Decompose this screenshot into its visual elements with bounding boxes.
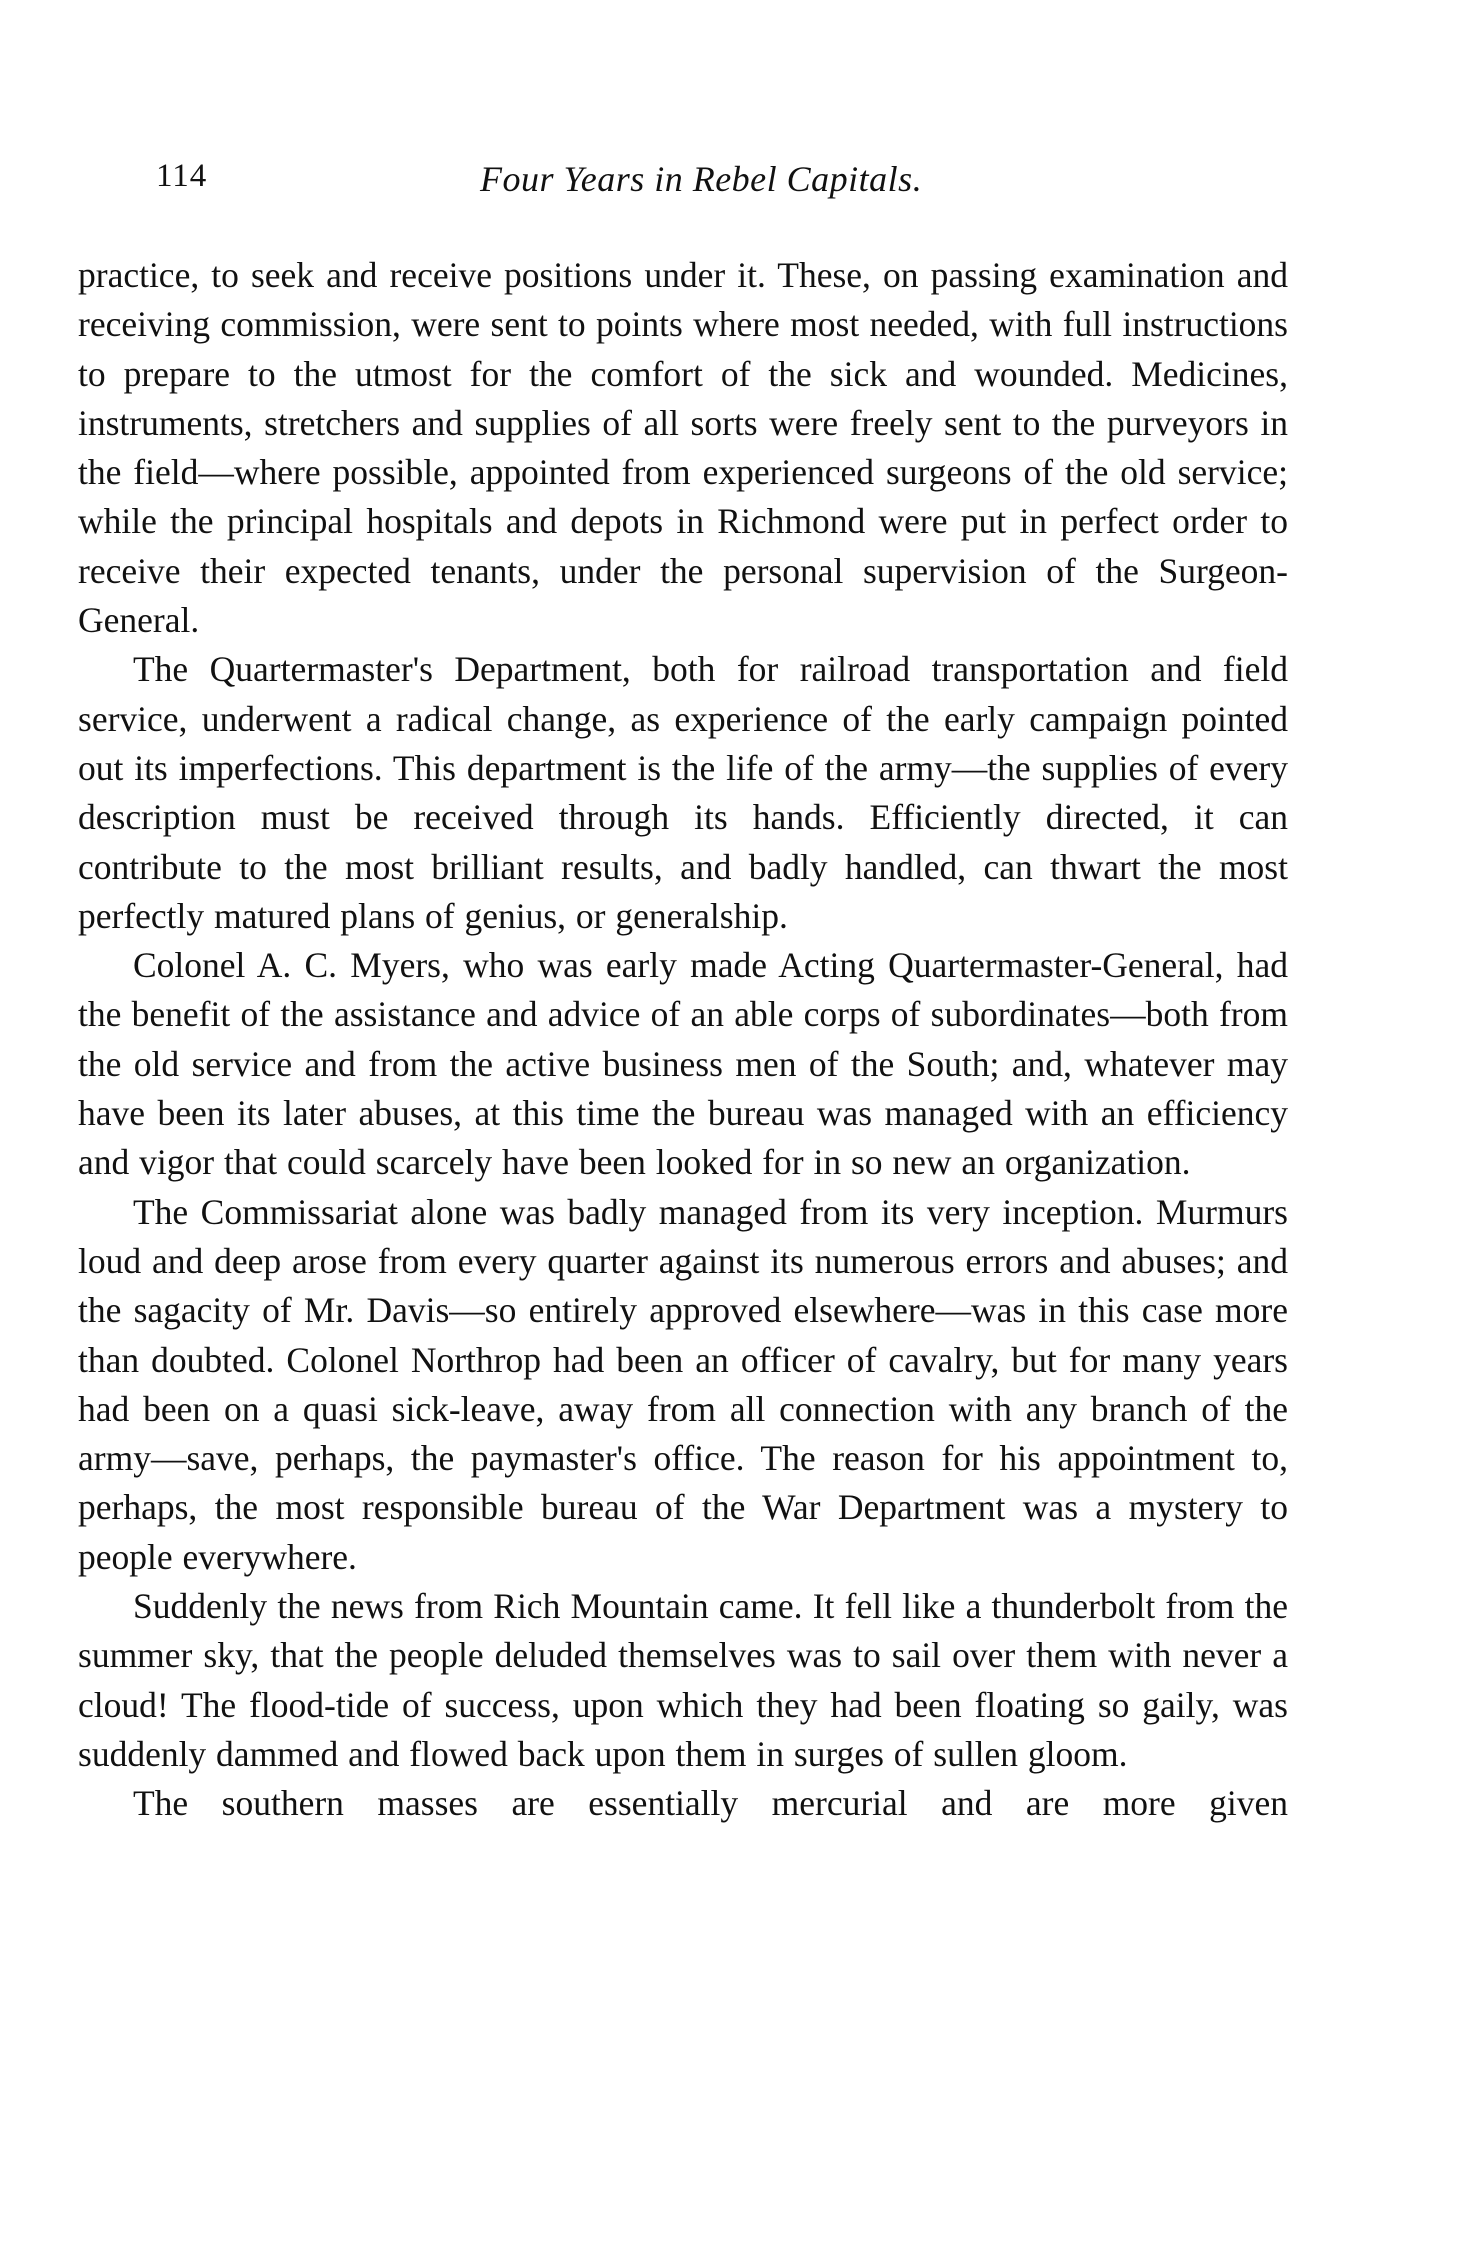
paragraph-southern-masses: The southern masses are essentially mercurial and are more given (133, 1783, 1288, 1824)
paragraph-colonel-myers: Colonel A. C. Myers, who was early made Acting Quartermaster-General, had the benefit of the assistance and advice of an able corps of subordinates—both from the old service and from the active business men of the South; and, whatever may have been its later abuses, at this time the bureau was managed with an efficiency and vigor that could scarcely have been looked for in so new an organization. (78, 945, 1288, 1183)
paragraph-quartermaster-department: The Quartermaster's Department, both for railroad transportation and field service, underwent a radical change, as experience of the early campaign pointed out its imperfections. This department is the life of the army—the supplies of every description must be received through its hands. Efficiently directed, it can contribute to the most brilliant results, and badly handled, can thwart the most perfectly matured plans of genius, or generalship. (78, 649, 1288, 936)
paragraph-commissariat: The Commissariat alone was badly managed from its very inception. Murmurs loud and deep arose from every quarter against its numerous errors and abuses; and the sagacity of Mr. Davis—so entirely approved elsewhere—was in this case more than doubted. Colonel Northrop had been an officer of cavalry, but for many years had been on a quasi sick-leave, away from all connection with any branch of the army—save, perhaps, the paymaster's office. The reason for his appointment to, perhaps, the most responsible bureau of the War Department was a mystery to people everywhere. (78, 1191, 1288, 1577)
paragraph-rich-mountain: Suddenly the news from Rich Mountain came. It fell like a thunderbolt from the summer sky, that the people deluded themselves was to sail over them with never a cloud! The flood-tide of success, upon which they had been floating so gaily, was suddenly dammed and flowed back upon them in surges of sullen gloom. (78, 1586, 1288, 1774)
text-body (78, 251, 1288, 1829)
running-title: Four Years in Rebel Capitals. (480, 159, 923, 199)
page-number: 114 (156, 158, 208, 194)
running-head (78, 158, 1288, 218)
paragraph-continued: practice, to seek and receive positions under it. These, on passing examination and receiving commission, were sent to points where most needed, with full instructions to prepare to the utmost for the comfort of the sick and wounded. Medicines, instruments, stretchers and supplies of all sorts were freely sent to the purveyors in the field—where possible, appointed from experienced surgeons of the old service; while the principal hospitals and depots in Richmond were put in perfect order to receive their expected tenants, under the personal supervision of the Surgeon-General. (78, 255, 1288, 641)
